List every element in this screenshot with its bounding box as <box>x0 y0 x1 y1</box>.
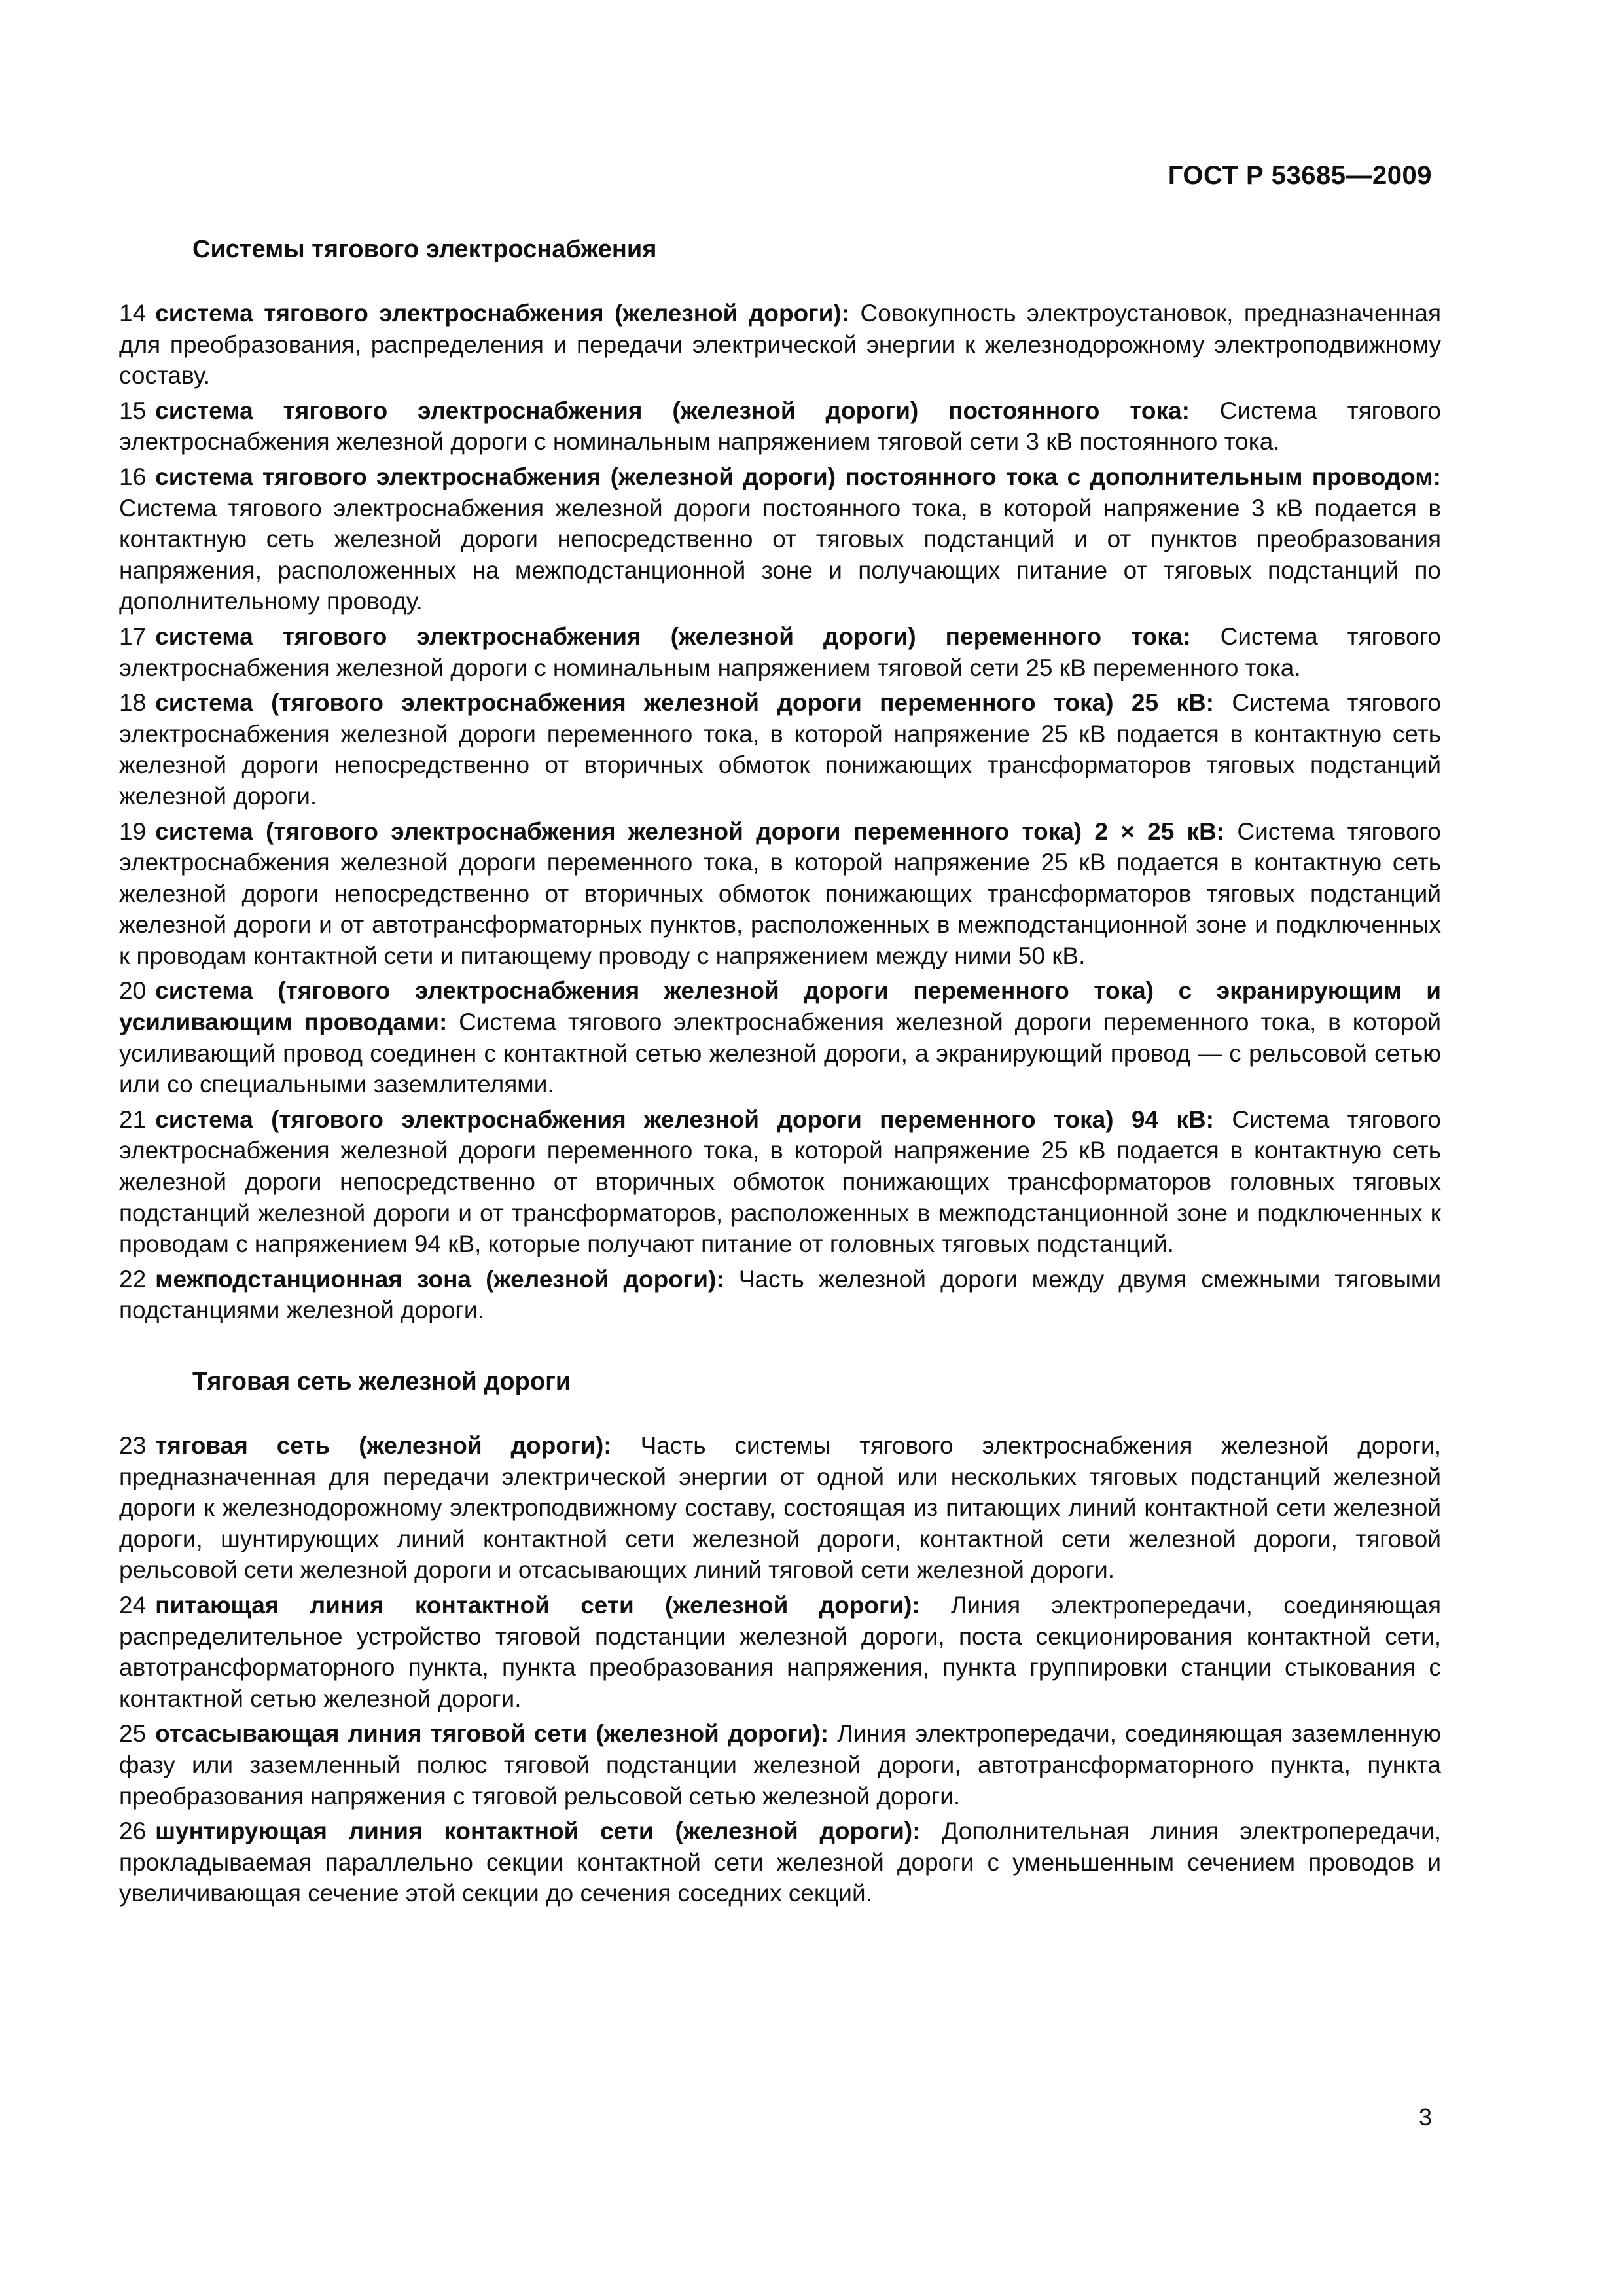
term-number: 25 <box>119 1720 147 1748</box>
terms-list <box>119 1430 1441 1909</box>
document-content <box>119 223 1441 1913</box>
term-definition: Система тягового электроснабжения железной дороги переменного тока, в которой напряжение 25 кВ подается в контактную сеть железной дороги непосредственно от вторичных обмоток понижающих трансформаторов головных тяговых подстанций железной дороги и от трансформаторов, расположенных в межподстанционной зоне и подключенных к проводам с напряжением 94 кВ, которые получают питание от головных тяговых подстанций. <box>119 1105 1441 1258</box>
term-definition: Система тягового электроснабжения железной дороги переменного тока, в которой напряжение 25 кВ подается в контактную сеть железной дороги непосредственно от вторичных обмоток понижающих трансформаторов тяговых подстанций железной дороги. <box>119 689 1441 810</box>
term-number: 15 <box>119 397 147 424</box>
term-entry <box>119 687 1441 812</box>
term-name: система (тягового электроснабжения железной дороги переменного тока) 25 кВ: <box>155 689 1214 717</box>
term-number: 20 <box>119 977 147 1005</box>
term-number: 26 <box>119 1818 147 1845</box>
term-entry <box>119 1104 1441 1260</box>
term-number: 14 <box>119 300 147 327</box>
term-number: 16 <box>119 463 147 490</box>
term-name: отсасывающая линия тяговой сети (железной дороги): <box>155 1720 829 1748</box>
document-code: ГОСТ Р 53685—2009 <box>1168 161 1432 190</box>
term-name: система (тягового электроснабжения железной дороги переменного тока) с экранирующим и усиливающим проводами: <box>119 977 1441 1036</box>
term-definition: Система тягового электроснабжения железной дороги с номинальным напряжением тяговой сети 25 кВ переменного тока. <box>119 622 1441 681</box>
term-entry <box>119 298 1441 391</box>
term-entry <box>119 1264 1441 1326</box>
page-number: 3 <box>1418 2104 1432 2130</box>
term-number: 17 <box>119 622 147 650</box>
term-number: 18 <box>119 689 147 717</box>
term-entry <box>119 816 1441 972</box>
term-entry <box>119 1816 1441 1909</box>
term-definition: Линия электропередачи, соединяющая заземленную фазу или заземленный полюс тяговой подстанции железной дороги, автотрансформаторного пункта, пункта преобразования напряжения с тяговой рельсовой сетью железной дороги. <box>119 1720 1442 1810</box>
term-name: система тягового электроснабжения (железной дороги) постоянного тока: <box>155 397 1190 424</box>
term-name: тяговая сеть (железной дороги): <box>155 1432 612 1459</box>
term-number: 19 <box>119 817 147 845</box>
term-number: 22 <box>119 1265 147 1293</box>
term-definition: Система тягового электроснабжения железной дороги переменного тока, в которой усиливающий провод соединен с контактной сетью железной дороги, а экранирующий провод — с рельсовой сетью или со специальными заземлителями. <box>119 1009 1441 1098</box>
term-definition: Совокупность электроустановок, предназначенная для преобразования, распределения и передачи электрической энергии к железнодорожному электроподвижному составу. <box>119 300 1441 389</box>
section-title: Тяговая сеть железной дороги <box>192 1368 571 1395</box>
terms-list <box>119 298 1441 1326</box>
term-name: питающая линия контактной сети (железной дороги): <box>155 1591 920 1619</box>
term-definition: Система тягового электроснабжения железной дороги с номинальным напряжением тяговой сети 3 кВ постоянного тока. <box>119 397 1442 456</box>
term-definition: Дополнительная линия электропередачи, прокладываемая параллельно секции контактной сети железной дороги с уменьшенным сечением проводов и увеличивающая сечение этой секции до сечения соседних секций. <box>119 1818 1441 1907</box>
term-number: 21 <box>119 1105 147 1133</box>
term-definition: Часть системы тягового электроснабжения железной дороги, предназначенная для передачи электрической энергии от одной или нескольких тяговых подстанций железной дороги к железнодорожному электроподвижному составу, состоящая из питающих линий контактной сети железной дороги, шунтирующих линий контактной сети железной дороги, контактной сети железной дороги, тяговой рельсовой сети железной дороги и отсасывающих линий тяговой сети железной дороги. <box>119 1432 1442 1584</box>
term-name: система тягового электроснабжения (железной дороги) переменного тока: <box>155 622 1191 650</box>
term-name: система тягового электроснабжения (железной дороги) постоянного тока с дополнительным проводом: <box>155 463 1441 490</box>
term-entry <box>119 1590 1441 1714</box>
term-entry <box>119 621 1441 683</box>
term-definition: Линия электропередачи, соединяющая распределительное устройство тяговой подстанции железной дороги, поста секционирования контактной сети, автотрансформаторного пункта, пункта преобразования напряжения, пункта группировки станции стыкования с контактной сетью железной дороги. <box>119 1591 1441 1712</box>
term-definition: Часть железной дороги между двумя смежными тяговыми подстанциями железной дороги. <box>119 1265 1442 1324</box>
term-number: 24 <box>119 1591 147 1619</box>
term-definition: Система тягового электроснабжения железной дороги переменного тока, в которой напряжение 25 кВ подается в контактную сеть железной дороги непосредственно от вторичных обмоток понижающих трансформаторов тяговых подстанций железной дороги и от автотрансформаторных пунктов, расположенных в межподстанционной зоне и подключенных к проводам контактной сети и питающему проводу с напряжением между ними 50 кВ. <box>119 817 1441 969</box>
term-number: 23 <box>119 1432 147 1459</box>
term-name: система тягового электроснабжения (железной дороги): <box>155 300 849 327</box>
term-name: межподстанционная зона (железной дороги): <box>155 1265 724 1293</box>
term-entry <box>119 1430 1441 1586</box>
term-name: система (тягового электроснабжения железной дороги переменного тока) 94 кВ: <box>155 1105 1214 1133</box>
term-name: шунтирующая линия контактной сети (железной дороги): <box>155 1818 921 1845</box>
term-entry <box>119 461 1441 617</box>
term-definition: Система тягового электроснабжения железной дороги постоянного тока, в которой напряжение 3 кВ подается в контактную сеть железной дороги непосредственно от тяговых подстанций и от пунктов преобразования напряжения, расположенных на межподстанционной зоне и получающих питание от тяговых подстанций по дополнительному проводу. <box>119 494 1441 615</box>
term-entry <box>119 395 1441 457</box>
section-title: Системы тягового электроснабжения <box>192 236 657 263</box>
term-entry <box>119 1718 1441 1812</box>
term-entry <box>119 975 1441 1100</box>
term-name: система (тягового электроснабжения железной дороги переменного тока) 2 × 25 кВ: <box>155 817 1225 845</box>
